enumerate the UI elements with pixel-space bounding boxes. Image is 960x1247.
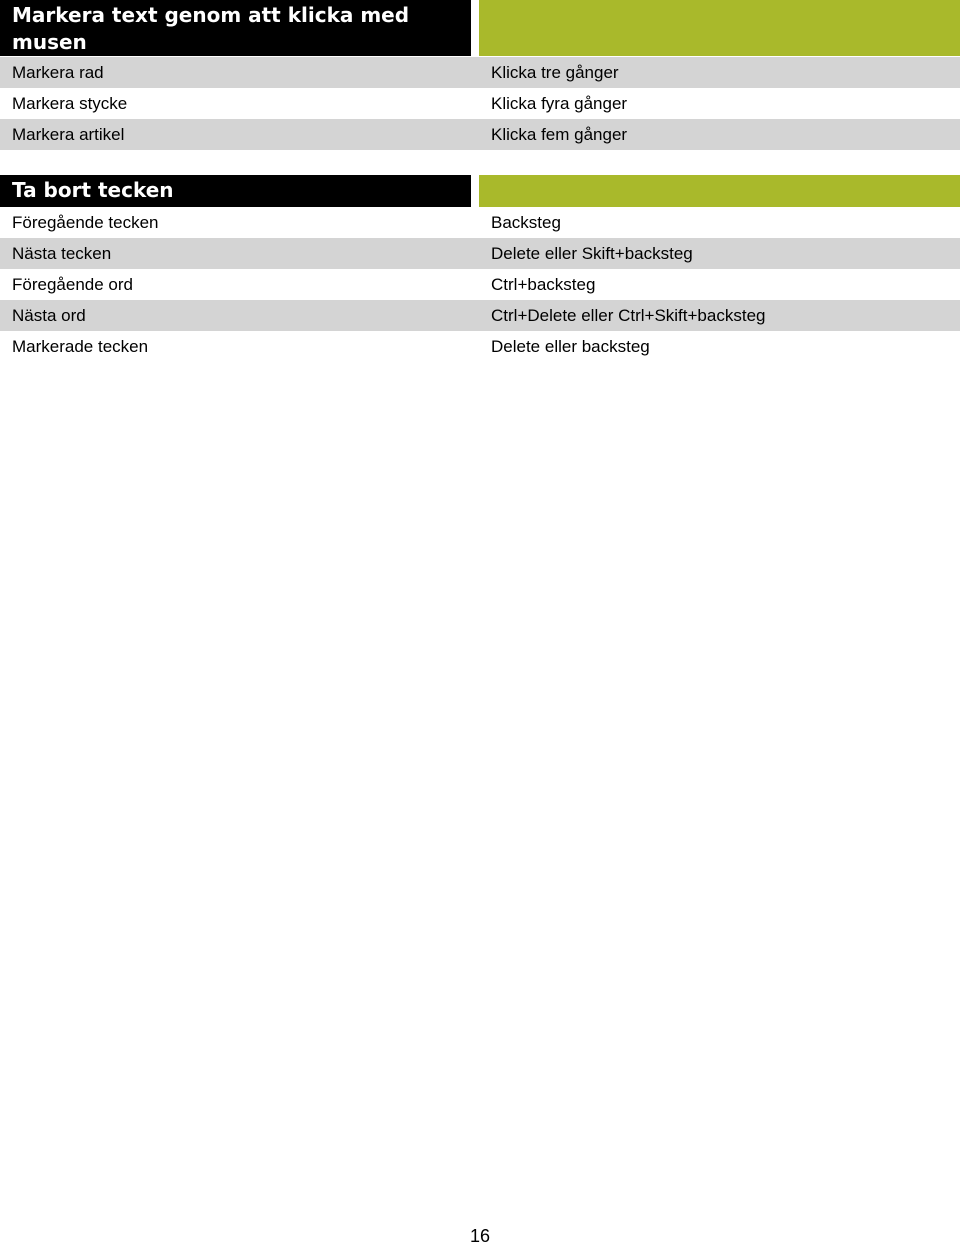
shortcut-cell: Delete eller backsteg (491, 336, 650, 356)
shortcut-cell: Backsteg (491, 212, 561, 232)
header-gap (471, 175, 479, 207)
page-number: 16 (469, 1226, 491, 1246)
table-row (0, 238, 960, 269)
shortcut-cell: Klicka fem gånger (491, 124, 628, 144)
table-row (0, 88, 960, 119)
table-row (0, 119, 960, 150)
action-cell: Markera stycke (12, 93, 128, 113)
action-cell: Markerade tecken (12, 336, 149, 356)
table-row (0, 331, 960, 362)
action-cell: Föregående ord (12, 274, 133, 294)
shortcut-cell: Delete eller Skift+backsteg (491, 243, 693, 263)
action-cell: Nästa tecken (12, 243, 112, 263)
shortcut-cell: Klicka fyra gånger (491, 93, 628, 113)
section-header (0, 0, 960, 56)
section-header (0, 175, 960, 207)
section-select-text-mouse (0, 0, 960, 150)
action-cell: Markera artikel (12, 124, 125, 144)
shortcut-cell: Klicka tre gånger (491, 62, 619, 82)
action-cell: Markera rad (12, 62, 104, 82)
action-cell: Föregående tecken (12, 212, 159, 232)
section-title: Ta bort tecken (0, 175, 471, 207)
table-row (0, 300, 960, 331)
table-row (0, 269, 960, 300)
shortcut-cell: Ctrl+backsteg (491, 274, 596, 294)
table-row (0, 207, 960, 238)
header-accent-bar (479, 175, 960, 207)
section-title: Markera text genom att klicka med musen (0, 0, 471, 56)
header-gap (471, 0, 479, 56)
section-delete-characters (0, 175, 960, 362)
shortcut-cell: Ctrl+Delete eller Ctrl+Skift+backsteg (491, 305, 766, 325)
header-accent-bar (479, 0, 960, 56)
action-cell: Nästa ord (12, 305, 86, 325)
table-row (0, 57, 960, 88)
